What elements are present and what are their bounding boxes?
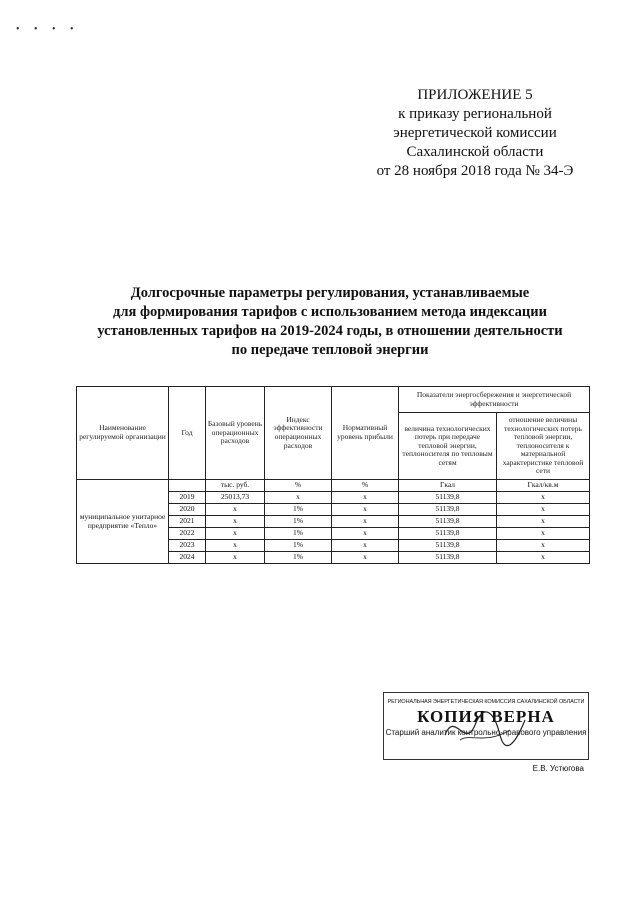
unit-cell: %	[265, 480, 332, 492]
title-line: установленных тарифов на 2019-2024 годы, в отношении деятельности	[97, 323, 563, 339]
stamp-organization: РЕГИОНАЛЬНАЯ ЭНЕРГЕТИЧЕСКАЯ КОМИССИЯ САХАЛИНСКОЙ ОБЛАСТИ	[387, 699, 585, 705]
unit-cell: %	[332, 480, 399, 492]
cell-ratio: х	[497, 492, 590, 504]
appendix-line: к приказу региональной	[398, 106, 552, 122]
appendix-line: Сахалинской области	[406, 144, 544, 160]
cell-loss: 51139,8	[399, 540, 497, 552]
header-profit: Нормативный уровень прибыли	[332, 387, 399, 480]
header-org: Наименование регулируемой организации	[77, 387, 169, 480]
header-loss: величина технологических потерь при передаче тепловой энергии, теплоносителя по тепловым сетям	[399, 413, 497, 480]
cell-base: 25013,73	[206, 492, 265, 504]
cell-loss: 51139,8	[399, 492, 497, 504]
unit-cell	[169, 480, 206, 492]
unit-cell: тыс. руб.	[206, 480, 265, 492]
header-ratio: отношение величины технологических потерь тепловой энергии, теплоносителя к материальной характеристике тепловой сети	[497, 413, 590, 480]
cell-index: 1%	[265, 528, 332, 540]
cell-ratio: х	[497, 528, 590, 540]
appendix-line: от 28 ноября 2018 года № 34-Э	[376, 163, 574, 179]
title-line: по передаче тепловой энергии	[231, 342, 429, 358]
header-year: Год	[169, 387, 206, 480]
cell-base: х	[206, 552, 265, 564]
cell-loss: 51139,8	[399, 516, 497, 528]
cell-index: 1%	[265, 516, 332, 528]
org-name-cell: муниципальное унитарное предприятие «Тепло»	[77, 480, 169, 564]
stamp-signer-name: Е.В. Устюгова	[532, 764, 584, 773]
cell-year: 2019	[169, 492, 206, 504]
cell-year: 2022	[169, 528, 206, 540]
cell-year: 2024	[169, 552, 206, 564]
cell-profit: х	[332, 492, 399, 504]
cell-ratio: х	[497, 504, 590, 516]
cell-ratio: х	[497, 516, 590, 528]
unit-cell: Гкал/кв.м	[497, 480, 590, 492]
scan-marks: • • • •	[16, 24, 80, 35]
title-line: Долгосрочные параметры регулирования, устанавливаемые	[130, 285, 530, 301]
cell-profit: х	[332, 540, 399, 552]
cell-index: 1%	[265, 504, 332, 516]
signature-icon	[440, 705, 530, 755]
cell-index: 1%	[265, 552, 332, 564]
cell-profit: х	[332, 528, 399, 540]
document-title	[70, 284, 590, 360]
cell-year: 2021	[169, 516, 206, 528]
cell-base: х	[206, 504, 265, 516]
cell-index: х	[265, 492, 332, 504]
cell-loss: 51139,8	[399, 504, 497, 516]
title-line: для формирования тарифов с использованием метода индексации	[113, 304, 547, 320]
table-header-row	[77, 387, 590, 413]
header-base: Базовый уровень операционных расходов	[206, 387, 265, 480]
unit-cell: Гкал	[399, 480, 497, 492]
cell-loss: 51139,8	[399, 552, 497, 564]
cell-profit: х	[332, 504, 399, 516]
cell-base: х	[206, 528, 265, 540]
appendix-line: энергетической комиссии	[393, 125, 557, 141]
header-index: Индекс эффективности операционных расходов	[265, 387, 332, 480]
appendix-block	[360, 86, 590, 181]
cell-year: 2020	[169, 504, 206, 516]
cell-base: х	[206, 540, 265, 552]
cell-ratio: х	[497, 540, 590, 552]
header-group: Показатели энергосбережения и энергетической эффективности	[399, 387, 590, 413]
cell-profit: х	[332, 552, 399, 564]
cell-year: 2023	[169, 540, 206, 552]
cell-base: х	[206, 516, 265, 528]
stamp-position: Старший аналитик контрольно-правового управления	[385, 728, 587, 737]
cell-ratio: х	[497, 552, 590, 564]
appendix-line: ПРИЛОЖЕНИЕ 5	[417, 87, 533, 103]
cell-loss: 51139,8	[399, 528, 497, 540]
parameters-table	[76, 386, 590, 564]
units-row	[77, 480, 590, 492]
cell-index: 1%	[265, 540, 332, 552]
stamp-title: КОПИЯ ВЕРНА	[417, 707, 555, 726]
cell-profit: х	[332, 516, 399, 528]
